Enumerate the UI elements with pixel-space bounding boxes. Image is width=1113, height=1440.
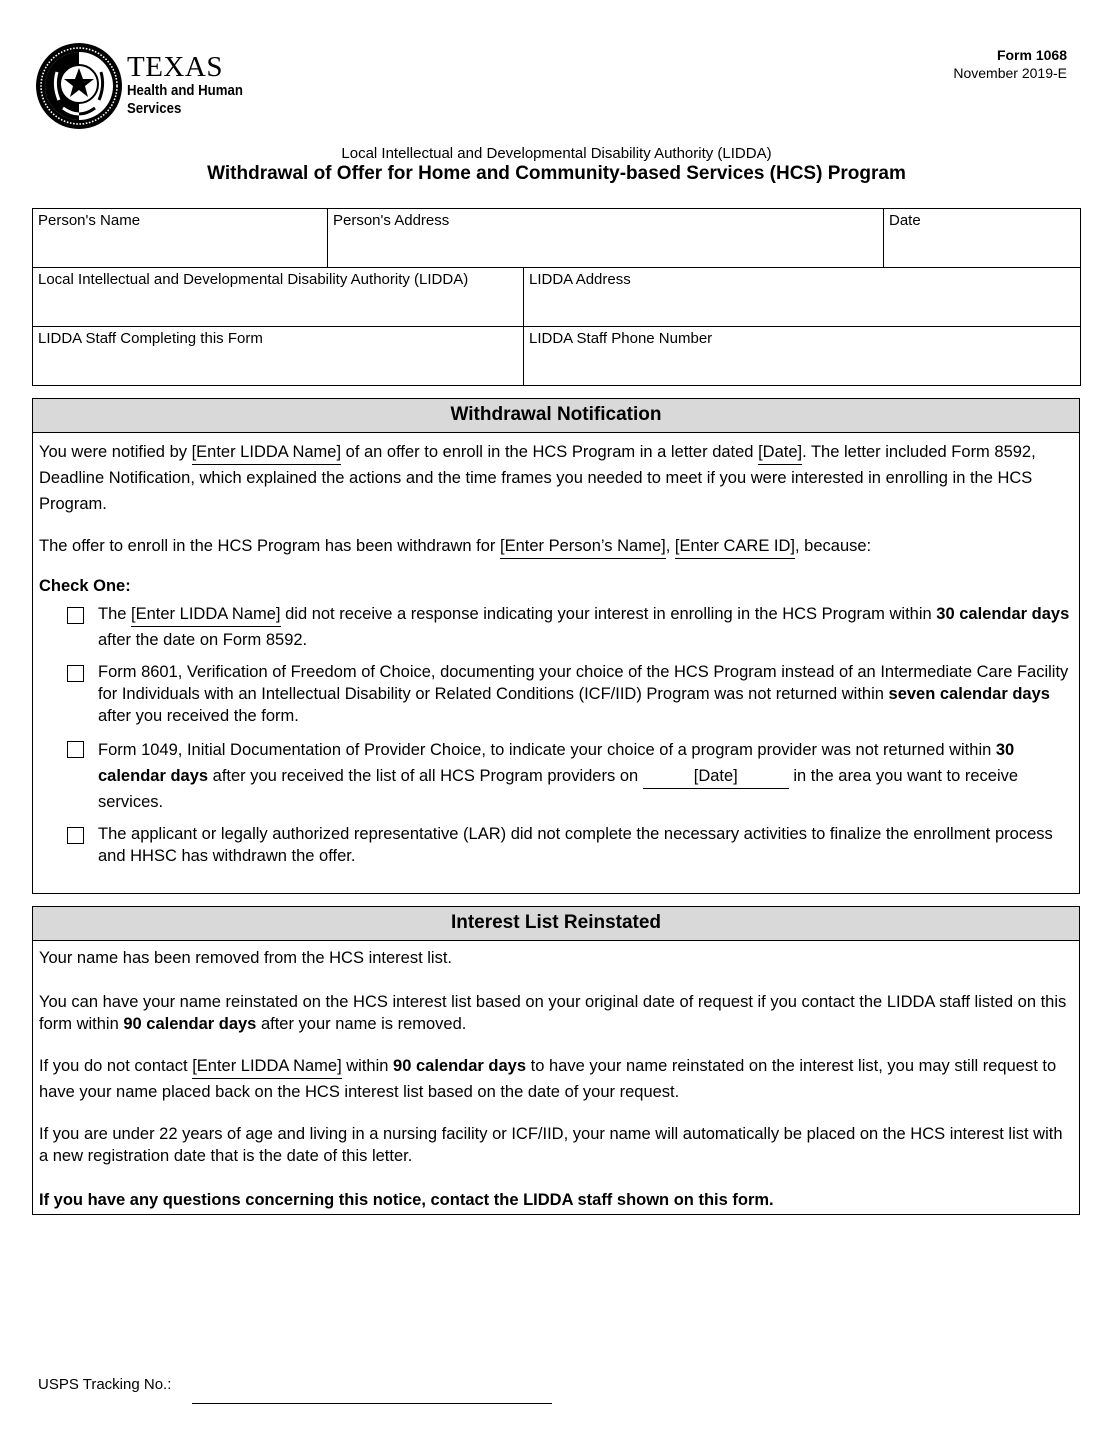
persons-name-field[interactable] (33, 209, 328, 267)
text: Form 8601, Verification of Freedom of Choice, documenting your choice of the HCS Program instead of an Intermediate Care Facility for Individuals with an Intellectual Disability or Related Conditions (ICF/IID) Program was not returned within (98, 663, 1069, 703)
option-3-text (98, 737, 1073, 815)
option-2-text (98, 661, 1073, 727)
lidda-field[interactable] (33, 268, 524, 326)
persons-address-field[interactable] (328, 209, 884, 267)
reinstated-paragraph-3 (39, 1053, 1073, 1105)
text: in the area you want to receive services. (98, 767, 1019, 811)
persons-address-label: Person's Address (333, 212, 450, 229)
option-4-checkbox[interactable] (67, 827, 84, 844)
text: The offer to enroll in the HCS Program has been withdrawn for (39, 537, 501, 555)
option-2 (67, 661, 1073, 727)
page-title: Withdrawal of Offer for Home and Community-based Services (HCS) Program (207, 163, 906, 184)
grid-row-1 (33, 209, 1081, 268)
check-one-label: Check One: (39, 577, 131, 595)
withdrawal-paragraph-1 (39, 439, 1073, 517)
form-identifier (953, 46, 1067, 82)
lidda-name-fill[interactable]: [Enter LIDDA Name] (192, 442, 341, 465)
reinstated-heading: Interest List Reinstated (33, 907, 1079, 941)
option-4 (67, 823, 1073, 867)
text: , (665, 537, 675, 555)
text: . The letter included Form 8592, Deadline Notification, which explained the actions and the time frames you needed to meet if you were interested in enrolling in the HCS Program. (39, 443, 1036, 513)
texas-seal-icon (35, 42, 123, 130)
text: of an offer to enroll in the HCS Program in a letter dated (341, 443, 759, 461)
lidda-label: Local Intellectual and Developmental Disability Authority (LIDDA) (38, 271, 469, 288)
withdrawal-paragraph-2 (39, 533, 1073, 559)
text: Form 1049, Initial Documentation of Provider Choice, to indicate your choice of a program provider was not returned within (98, 741, 996, 759)
hhs-logo (35, 42, 275, 132)
lidda-staff-phone-label: LIDDA Staff Phone Number (529, 330, 713, 347)
form-date: November 2019-E (953, 65, 1067, 81)
lidda-staff-label: LIDDA Staff Completing this Form (38, 330, 263, 347)
bold-text: 30 calendar days (936, 605, 1070, 623)
lidda-name-fill[interactable]: [Enter LIDDA Name] (192, 1056, 341, 1079)
reinstated-paragraph-5: If you have any questions concerning this notice, contact the LIDDA staff shown on this form. (39, 1191, 774, 1209)
logo-texas: TEXAS (127, 51, 223, 83)
page-subtitle: Local Intellectual and Developmental Disability Authority (LIDDA) (341, 145, 772, 162)
withdrawal-heading: Withdrawal Notification (33, 399, 1079, 433)
date-field[interactable] (884, 209, 1081, 267)
form-number: Form 1068 (996, 47, 1067, 63)
usps-tracking-input[interactable] (192, 1403, 552, 1404)
option-4-text (98, 823, 1073, 867)
grid-row-2 (33, 268, 1081, 327)
text: The (98, 605, 132, 623)
info-grid (32, 208, 1081, 386)
lidda-staff-field[interactable] (33, 327, 524, 385)
lidda-staff-phone-field[interactable] (524, 327, 1081, 385)
lidda-address-label: LIDDA Address (529, 271, 631, 288)
person-name-fill[interactable]: [Enter Person’s Name] (500, 536, 666, 559)
bold-text: 90 calendar days (393, 1057, 527, 1075)
text: after you received the form. (98, 707, 299, 725)
text: within (341, 1057, 394, 1075)
reinstated-paragraph-2 (39, 991, 1073, 1035)
text: after you received the list of all HCS Program providers on (208, 767, 643, 785)
option-1-checkbox[interactable] (67, 607, 84, 624)
logo-line2: Health and Human (127, 82, 243, 99)
lidda-address-field[interactable] (524, 268, 1081, 326)
bold-text: 30 calendar days (98, 741, 1015, 785)
withdrawal-notification-section (32, 398, 1080, 894)
reinstated-paragraph-1: Your name has been removed from the HCS interest list. (39, 949, 453, 967)
letter-date-fill[interactable]: [Date] (758, 442, 802, 465)
text: , because: (795, 537, 872, 555)
persons-name-label: Person's Name (38, 212, 141, 229)
text: If you do not contact (39, 1057, 193, 1075)
text: You were notified by (39, 443, 192, 461)
text: to have your name reinstated on the interest list, you may still request to have your name placed back on the HCS interest list based on the date of your request. (39, 1057, 1057, 1101)
care-id-fill[interactable]: [Enter CARE ID] (675, 536, 795, 559)
text: after the date on Form 8592. (98, 631, 308, 649)
text: after your name is removed. (256, 1015, 467, 1033)
bold-text: seven calendar days (888, 685, 1050, 703)
text: You can have your name reinstated on the HCS interest list based on your original date of request if you contact the LIDDA staff listed on this form within (39, 993, 1067, 1033)
lidda-name-fill[interactable]: [Enter LIDDA Name] (131, 604, 280, 627)
bold-text: 90 calendar days (123, 1015, 257, 1033)
date-label: Date (889, 212, 921, 229)
provider-list-date-fill[interactable]: [Date] (643, 766, 789, 789)
reinstated-paragraph-4: If you are under 22 years of age and living in a nursing facility or ICF/IID, your name will automatically be placed on the HCS interest list with a new registration date that is the date of this letter. (39, 1125, 1063, 1165)
option-3 (67, 737, 1073, 815)
option-3-checkbox[interactable] (67, 741, 84, 758)
option-1-text (98, 601, 1073, 653)
logo-line3: Services (127, 100, 182, 117)
option-1 (67, 601, 1073, 653)
text: did not receive a response indicating your interest in enrolling in the HCS Program within (280, 605, 937, 623)
usps-tracking-label: USPS Tracking No.: (38, 1376, 172, 1393)
grid-row-3 (33, 327, 1081, 386)
option-2-checkbox[interactable] (67, 665, 84, 682)
text: The applicant or legally authorized representative (LAR) did not complete the necessary activities to finalize the enrollment process and HHSC has withdrawn the offer. (98, 825, 1053, 865)
interest-list-reinstated-section (32, 906, 1080, 1215)
